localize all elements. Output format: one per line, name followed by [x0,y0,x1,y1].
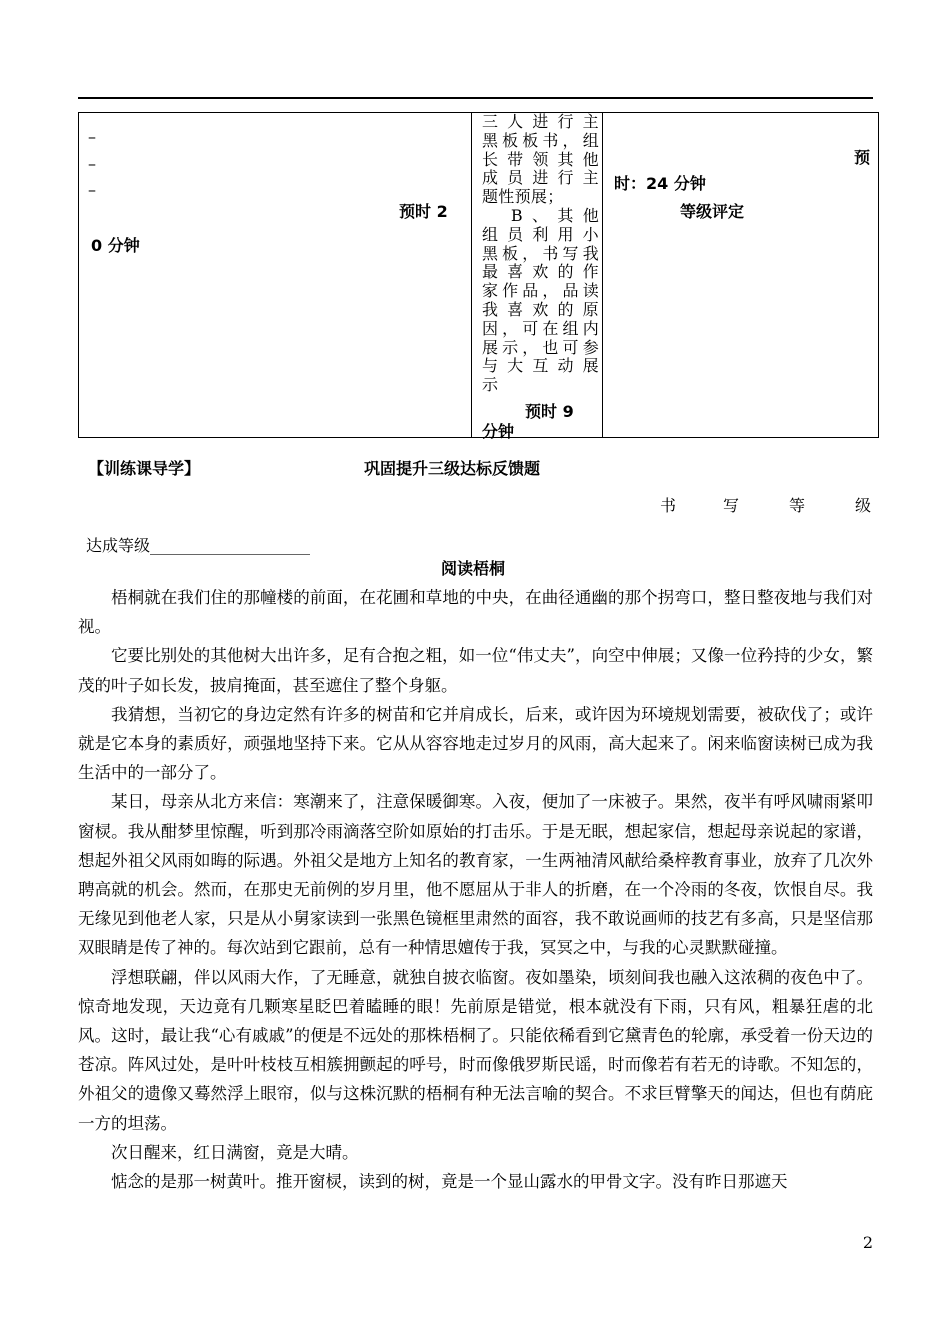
table-divider-1 [471,113,472,437]
activity-line: 题性预展； [482,187,564,207]
lesson-table [78,112,879,441]
paragraph: 梧桐就在我们住的那幢楼的前面，在花圃和草地的中央，在曲径通幽的那个拐弯口，整日整夜地与我们对视。 [78,588,873,637]
article-title: 阅读梧桐 [441,559,506,578]
writing-grade-char: 书 [660,496,677,515]
activity-line: 黑板，书写我 [482,243,599,263]
dash-1: – [88,127,96,146]
col2-time-label: 预时 9 [525,402,574,421]
section-title: 【训练课导学】 [88,459,201,478]
paragraph: 它要比别处的其他树大出许多，足有合抱之粗，如一位“伟丈夫”，向空中伸展；又像一位矜持的少女，繁茂的叶子如长发，披肩掩面，甚至遮住了整个身躯。 [78,646,873,695]
page-number: 2 [862,1233,873,1252]
activity-line: B、其他 [482,205,599,225]
activity-line: 长带领其他 [482,149,599,169]
dash-2: – [88,154,96,173]
grade-evaluation: 等级评定 [680,202,745,221]
activity-line: 家作品，品读 [482,281,599,301]
paragraph: 浮想联翩，伴以风雨大作，了无睡意，就独自披衣临窗。夜如墨染，顷刻间我也融入这浓稠的夜色中了。惊奇地发现，天边竟有几颗寒星眨巴着瞌睡的眼！先前原是错觉，根本就没有下雨，只有风，粗暴狂虐的北风。这时，最让我“心有戚戚”的便是不远处的那株梧桐了。只能依稀看到它黛青色的轮廓，承受着一份天边的苍凉。阵风过处，是叶叶枝枝互相簇拥颤起的呼号，时而像俄罗斯民谣，时而像若有若无的诗歌。不知怎的，外祖父的遗像又蓦然浮上眼帘，似与这株沉默的梧桐有种无法言喻的契合。不求巨臂擎天的闻达，但也有荫庇一方的坦荡。 [78,967,873,1133]
col3-time-label: 预 [854,148,871,167]
activity-description [482,113,599,395]
activity-line: 示 [482,375,499,395]
col1-time-cont: 0 分钟 [91,236,140,255]
activity-line: 组员利用小 [482,224,599,244]
activity-line: 展示，也可参 [482,337,599,357]
writing-grade-char: 等 [789,496,806,515]
header-rule [78,97,873,99]
paragraph: 惦念的是那一树黄叶。推开窗棂，读到的树，竟是一个显山露水的甲骨文字。没有昨日那遮天 [111,1172,788,1192]
activity-line: 三人进行主 [482,112,599,131]
activity-line: 因，可在组内 [482,318,599,338]
paragraph: 某日，母亲从北方来信：寒潮来了，注意保暖御寒。入夜，便加了一床被子。果然，夜半有呼风啸雨紧叩窗棂。我从酣梦里惊醒，听到那冷雨滴落空阶如原始的打击乐。于是无眠，想起家信，想起母亲说起的家谱，想起外祖父风雨如晦的际遇。外祖父是地方上知名的教育家，一生两袖清风献给桑梓教育事业，放弃了几次外聘高就的机会。然而，在那史无前例的岁月里，他不愿屈从于非人的折磨，在一个冷雨的冬夜，饮恨自尽。我无缘见到他老人家，只是从小舅家读到一张黑色镜框里肃然的面容，我不敢说画师的技艺有多高，只是坚信那双眼睛是传了神的。每次站到它跟前，总有一种情思嬗传于我，冥冥之中，与我的心灵默默碰撞。 [78,792,873,958]
activity-line: 最喜欢的作 [482,262,599,282]
activity-line: 黑板板书，组 [482,130,599,150]
dash-3: – [88,180,96,199]
paragraph: 我猜想，当初它的身边定然有许多的树苗和它并肩成长，后来，或许因为环境规划需要，被砍伐了；或许就是它本身的素质好，顽强地坚持下来。它从从容容地走过岁月的风雨，高大起来了。闲来临窗读树已成为我生活中的一部分了。 [78,704,873,783]
activity-line: 与大互动展 [482,356,599,376]
achievement-grade: 达成等级____________________ [86,536,311,555]
article-body [78,583,873,1196]
col3-time-cont: 时：24 分钟 [614,174,706,193]
activity-line: 我喜欢的原 [482,299,599,319]
writing-grade-char: 写 [723,496,740,515]
col1-time-label: 预时 2 [399,202,448,221]
paragraph: 次日醒来，红日满窗，竟是大晴。 [111,1142,359,1162]
activity-line: 成员进行主 [482,168,599,188]
section-subtitle: 巩固提升三级达标反馈题 [364,459,541,478]
col2-time-cont: 分钟 [482,422,515,441]
writing-grade-char: 级 [855,496,872,515]
table-divider-2 [602,113,603,437]
